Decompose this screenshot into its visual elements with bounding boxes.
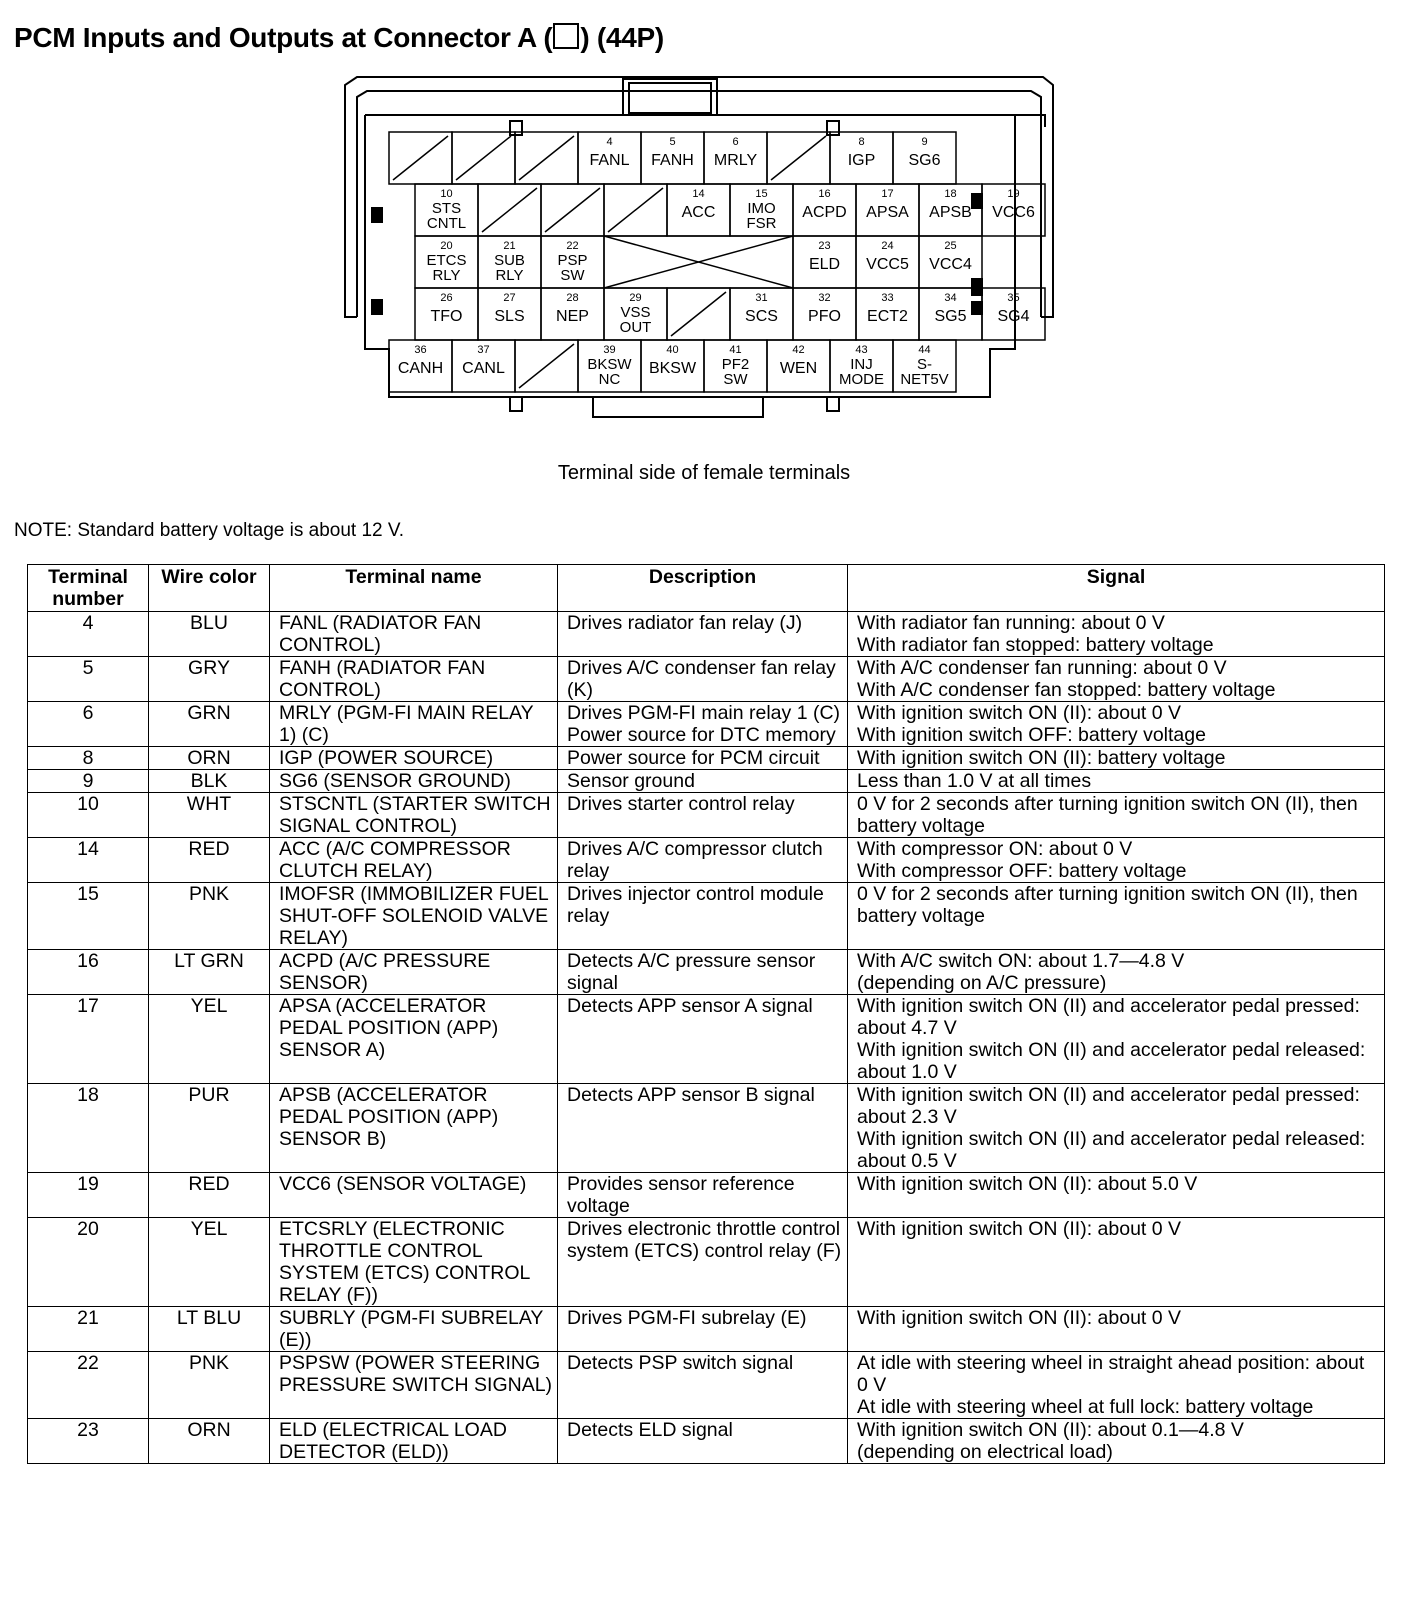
terminal-pin-number: 21: [503, 240, 516, 252]
wire-color-cell: YEL: [149, 1218, 270, 1307]
terminal-name-cell: APSB (ACCELERATOR PEDAL POSITION (APP) SENSOR B): [270, 1084, 558, 1173]
terminal-pin-label: VCC6: [992, 204, 1035, 221]
terminal-pin-label: ECT2: [867, 308, 908, 325]
description-cell: Drives PGM-FI main relay 1 (C) Power source for DTC memory: [558, 702, 848, 747]
wire-color-cell: GRY: [149, 657, 270, 702]
signal-cell: With ignition switch ON (II): about 0 V: [848, 1218, 1385, 1307]
terminal-pin-number: 16: [818, 188, 831, 200]
terminal-pin-label: SG4: [997, 308, 1030, 325]
terminal-pin-number: 26: [440, 292, 453, 304]
description-cell: Drives A/C compressor clutch relay: [558, 838, 848, 883]
signal-cell: With A/C condenser fan running: about 0 V With A/C condenser fan stopped: battery voltage: [848, 657, 1385, 702]
signal-cell: Less than 1.0 V at all times: [848, 770, 1385, 793]
table-row: [28, 770, 1385, 793]
wire-color-cell: LT BLU: [149, 1307, 270, 1352]
terminal-pin-label: OUT: [619, 319, 652, 336]
wire-color-cell: BLU: [149, 612, 270, 657]
terminal-pin-label: APSB: [929, 204, 972, 221]
terminal-pin-label: FSR: [746, 215, 777, 232]
wire-color-cell: PNK: [149, 1352, 270, 1419]
terminal-pin-number: 43: [855, 344, 868, 356]
terminal-name-cell: MRLY (PGM-FI MAIN RELAY 1) (C): [270, 702, 558, 747]
blank-slot-mark: [608, 188, 663, 232]
terminal-number-cell: 15: [28, 883, 149, 950]
blank-slot-mark: [519, 136, 574, 180]
blank-slot-mark: [482, 188, 537, 232]
signal-cell: 0 V for 2 seconds after turning ignition switch ON (II), then battery voltage: [848, 883, 1385, 950]
wire-color-cell: ORN: [149, 1419, 270, 1464]
terminal-pin-label: CANH: [397, 360, 444, 377]
terminal-pin-number: 42: [792, 344, 805, 356]
description-cell: Sensor ground: [558, 770, 848, 793]
battery-note: NOTE: Standard battery voltage is about 12 V.: [14, 520, 405, 541]
terminal-pin-number: 37: [477, 344, 490, 356]
description-cell: Drives A/C condenser fan relay (K): [558, 657, 848, 702]
table-row: [28, 883, 1385, 950]
terminal-number-cell: 18: [28, 1084, 149, 1173]
page-title: [14, 22, 664, 54]
terminal-pin-number: 27: [503, 292, 516, 304]
wire-color-cell: PNK: [149, 883, 270, 950]
header-description: Description: [558, 565, 848, 612]
table-row: [28, 657, 1385, 702]
signal-cell: With ignition switch ON (II) and accelerator pedal pressed: about 2.3 V With ignition switch ON (II) and accelerator pedal released: about 0.5 V: [848, 1084, 1385, 1173]
wire-color-cell: BLK: [149, 770, 270, 793]
wire-color-cell: YEL: [149, 995, 270, 1084]
terminal-number-cell: 9: [28, 770, 149, 793]
signal-cell: With ignition switch ON (II): about 5.0 V: [848, 1173, 1385, 1218]
table-row: [28, 838, 1385, 883]
blank-slot-mark: [545, 188, 600, 232]
table-row: [28, 612, 1385, 657]
terminal-pin-number: 32: [818, 292, 831, 304]
terminal-pin-label: SLS: [494, 308, 525, 325]
terminal-pin-label: INJ: [850, 356, 873, 373]
terminal-number-cell: 6: [28, 702, 149, 747]
terminal-pin-label: NET5V: [900, 371, 949, 388]
terminal-pin-number: 29: [629, 292, 642, 304]
terminal-pin-number: 17: [881, 188, 894, 200]
description-cell: Detects PSP switch signal: [558, 1352, 848, 1419]
terminal-pin-label: FANH: [651, 152, 694, 169]
terminal-pin-label: ELD: [808, 256, 841, 273]
signal-cell: With ignition switch ON (II): about 0 V With ignition switch OFF: battery voltage: [848, 702, 1385, 747]
terminal-name-cell: VCC6 (SENSOR VOLTAGE): [270, 1173, 558, 1218]
terminal-pin-label: S-: [917, 356, 932, 373]
terminal-pin-number: 35: [1007, 292, 1020, 304]
wire-color-cell: ORN: [149, 747, 270, 770]
blank-slot-mark: [519, 344, 574, 388]
wire-color-cell: GRN: [149, 702, 270, 747]
table-row: [28, 747, 1385, 770]
terminal-pin-label: MRLY: [713, 152, 758, 169]
description-cell: Detects APP sensor A signal: [558, 995, 848, 1084]
signal-cell: With ignition switch ON (II) and accelerator pedal pressed: about 4.7 V With ignition switch ON (II) and accelerator pedal released: about 1.0 V: [848, 995, 1385, 1084]
terminal-pin-label: ACC: [681, 204, 716, 221]
terminal-pin-label: BKSW: [587, 356, 632, 373]
description-cell: Drives injector control module relay: [558, 883, 848, 950]
terminal-pin-label: SG5: [934, 308, 967, 325]
terminal-name-cell: STSCNTL (STARTER SWITCH SIGNAL CONTROL): [270, 793, 558, 838]
header-terminal-number: Terminal number: [28, 565, 149, 612]
terminal-pin-label: PSP: [557, 252, 588, 269]
table-row: [28, 1084, 1385, 1173]
terminal-pin-label: NEP: [556, 308, 589, 325]
terminal-pin-number: 20: [440, 240, 453, 252]
blank-slot-mark: [393, 136, 448, 180]
terminal-pin-number: 9: [921, 136, 928, 148]
description-cell: Drives radiator fan relay (J): [558, 612, 848, 657]
terminal-table: [27, 564, 1385, 1464]
signal-cell: With radiator fan running: about 0 V With radiator fan stopped: battery voltage: [848, 612, 1385, 657]
terminal-pin-number: 40: [666, 344, 679, 356]
wire-color-cell: RED: [149, 838, 270, 883]
terminal-number-cell: 8: [28, 747, 149, 770]
terminal-pin-label: TFO: [430, 308, 463, 325]
table-row: [28, 1173, 1385, 1218]
table-row: [28, 995, 1385, 1084]
table-row: [28, 1419, 1385, 1464]
terminal-pin-number: 44: [918, 344, 931, 356]
table-row: [28, 950, 1385, 995]
terminal-number-cell: 14: [28, 838, 149, 883]
terminal-pin-label: SUB: [494, 252, 525, 269]
signal-cell: At idle with steering wheel in straight ahead position: about 0 V At idle with steering wheel at full lock: battery voltage: [848, 1352, 1385, 1419]
terminal-pin-label: IMO: [747, 200, 776, 217]
terminal-pin-number: 22: [566, 240, 579, 252]
terminal-pin-number: 25: [944, 240, 957, 252]
terminal-pin-label: PF2: [721, 356, 750, 373]
terminal-pin-label: STS: [431, 200, 462, 217]
connector-diagram: [335, 75, 1075, 435]
terminal-pin-label: IGP: [847, 152, 876, 169]
terminal-number-cell: 23: [28, 1419, 149, 1464]
terminal-pin-number: 10: [440, 188, 453, 200]
header-signal: Signal: [848, 565, 1385, 612]
description-cell: Detects ELD signal: [558, 1419, 848, 1464]
terminal-number-cell: 5: [28, 657, 149, 702]
terminal-number-cell: 4: [28, 612, 149, 657]
description-cell: Provides sensor reference voltage: [558, 1173, 848, 1218]
terminal-pin-label: RLY: [495, 267, 524, 284]
table-row: [28, 702, 1385, 747]
description-cell: Drives electronic throttle control system (ETCS) control relay (F): [558, 1218, 848, 1307]
connector-symbol-icon: [553, 23, 579, 49]
wire-color-cell: WHT: [149, 793, 270, 838]
terminal-pin-number: 15: [755, 188, 768, 200]
terminal-pin-label: APSA: [866, 204, 909, 221]
title-prefix: PCM Inputs and Outputs at Connector A (: [14, 22, 553, 53]
terminal-name-cell: ACPD (A/C PRESSURE SENSOR): [270, 950, 558, 995]
blank-slot-mark: [671, 292, 726, 336]
table-row: [28, 1218, 1385, 1307]
terminal-pin-number: 31: [755, 292, 768, 304]
terminal-pin-label: FANL: [589, 152, 630, 169]
terminal-pin-label: SCS: [745, 308, 778, 325]
table-body: [28, 612, 1385, 1464]
terminal-pin-number: 23: [818, 240, 831, 252]
terminal-number-cell: 20: [28, 1218, 149, 1307]
signal-cell: With A/C switch ON: about 1.7—4.8 V (depending on A/C pressure): [848, 950, 1385, 995]
terminal-number-cell: 21: [28, 1307, 149, 1352]
terminal-number-cell: 10: [28, 793, 149, 838]
terminal-pin-label: PFO: [808, 308, 841, 325]
table-row: [28, 1307, 1385, 1352]
terminal-pin-label: CNTL: [426, 215, 467, 232]
terminal-pin-label: ETCS: [426, 252, 467, 269]
terminal-name-cell: SUBRLY (PGM-FI SUBRELAY (E)): [270, 1307, 558, 1352]
terminal-pin-number: 28: [566, 292, 579, 304]
terminal-name-cell: PSPSW (POWER STEERING PRESSURE SWITCH SIGNAL): [270, 1352, 558, 1419]
terminal-name-cell: IMOFSR (IMMOBILIZER FUEL SHUT-OFF SOLENOID VALVE RELAY): [270, 883, 558, 950]
terminal-pin-number: 14: [692, 188, 705, 200]
terminal-name-cell: APSA (ACCELERATOR PEDAL POSITION (APP) SENSOR A): [270, 995, 558, 1084]
wire-color-cell: RED: [149, 1173, 270, 1218]
terminal-pin-number: 39: [603, 344, 616, 356]
terminal-pin-number: 19: [1007, 188, 1020, 200]
blank-slot-mark: [456, 136, 511, 180]
terminal-pin-label: MODE: [839, 371, 884, 388]
terminal-name-cell: IGP (POWER SOURCE): [270, 747, 558, 770]
terminal-name-cell: SG6 (SENSOR GROUND): [270, 770, 558, 793]
terminal-name-cell: FANL (RADIATOR FAN CONTROL): [270, 612, 558, 657]
table-row: [28, 1352, 1385, 1419]
terminal-name-cell: ELD (ELECTRICAL LOAD DETECTOR (ELD)): [270, 1419, 558, 1464]
terminal-pin-number: 4: [606, 136, 613, 148]
connector-labels: [398, 136, 1035, 388]
terminal-number-cell: 19: [28, 1173, 149, 1218]
terminal-pin-number: 8: [858, 136, 865, 148]
terminal-pin-label: BKSW: [648, 360, 697, 377]
terminal-pin-number: 34: [944, 292, 957, 304]
wire-color-cell: PUR: [149, 1084, 270, 1173]
header-terminal-name: Terminal name: [270, 565, 558, 612]
terminal-pin-number: 36: [414, 344, 427, 356]
description-cell: Detects A/C pressure sensor signal: [558, 950, 848, 995]
diagram-caption: Terminal side of female terminals: [557, 462, 851, 484]
header-wire-color: Wire color: [149, 565, 270, 612]
signal-cell: 0 V for 2 seconds after turning ignition switch ON (II), then battery voltage: [848, 793, 1385, 838]
terminal-pin-label: SW: [560, 267, 585, 284]
terminal-number-cell: 17: [28, 995, 149, 1084]
terminal-pin-number: 6: [732, 136, 739, 148]
terminal-pin-label: SW: [723, 371, 748, 388]
table-row: [28, 793, 1385, 838]
terminal-pin-number: 18: [944, 188, 957, 200]
terminal-pin-label: WEN: [779, 360, 818, 377]
terminal-pin-number: 33: [881, 292, 894, 304]
wire-color-cell: LT GRN: [149, 950, 270, 995]
terminal-number-cell: 22: [28, 1352, 149, 1419]
description-cell: Drives PGM-FI subrelay (E): [558, 1307, 848, 1352]
terminal-pin-label: VCC4: [929, 256, 972, 273]
terminal-pin-label: RLY: [432, 267, 461, 284]
signal-cell: With compressor ON: about 0 V With compressor OFF: battery voltage: [848, 838, 1385, 883]
terminal-pin-number: 5: [669, 136, 676, 148]
terminal-pin-label: ACPD: [802, 204, 847, 221]
terminal-name-cell: FANH (RADIATOR FAN CONTROL): [270, 657, 558, 702]
terminal-number-cell: 16: [28, 950, 149, 995]
signal-cell: With ignition switch ON (II): about 0 V: [848, 1307, 1385, 1352]
terminal-name-cell: ETCSRLY (ELECTRONIC THROTTLE CONTROL SYSTEM (ETCS) CONTROL RELAY (F)): [270, 1218, 558, 1307]
description-cell: Drives starter control relay: [558, 793, 848, 838]
terminal-pin-label: NC: [598, 371, 621, 388]
terminal-name-cell: ACC (A/C COMPRESSOR CLUTCH RELAY): [270, 838, 558, 883]
terminal-pin-label: CANL: [462, 360, 505, 377]
terminal-pin-number: 41: [729, 344, 742, 356]
terminal-pin-label: VSS: [620, 304, 651, 321]
terminal-pin-label: VCC5: [866, 256, 909, 273]
description-cell: Detects APP sensor B signal: [558, 1084, 848, 1173]
terminal-pin-label: SG6: [908, 152, 941, 169]
description-cell: Power source for PCM circuit: [558, 747, 848, 770]
terminal-pin-number: 24: [881, 240, 894, 252]
blank-slot-mark: [771, 136, 826, 180]
title-suffix: ) (44P): [580, 22, 664, 53]
signal-cell: With ignition switch ON (II): about 0.1—4.8 V (depending on electrical load): [848, 1419, 1385, 1464]
table-header-row: [28, 565, 1385, 612]
signal-cell: With ignition switch ON (II): battery voltage: [848, 747, 1385, 770]
